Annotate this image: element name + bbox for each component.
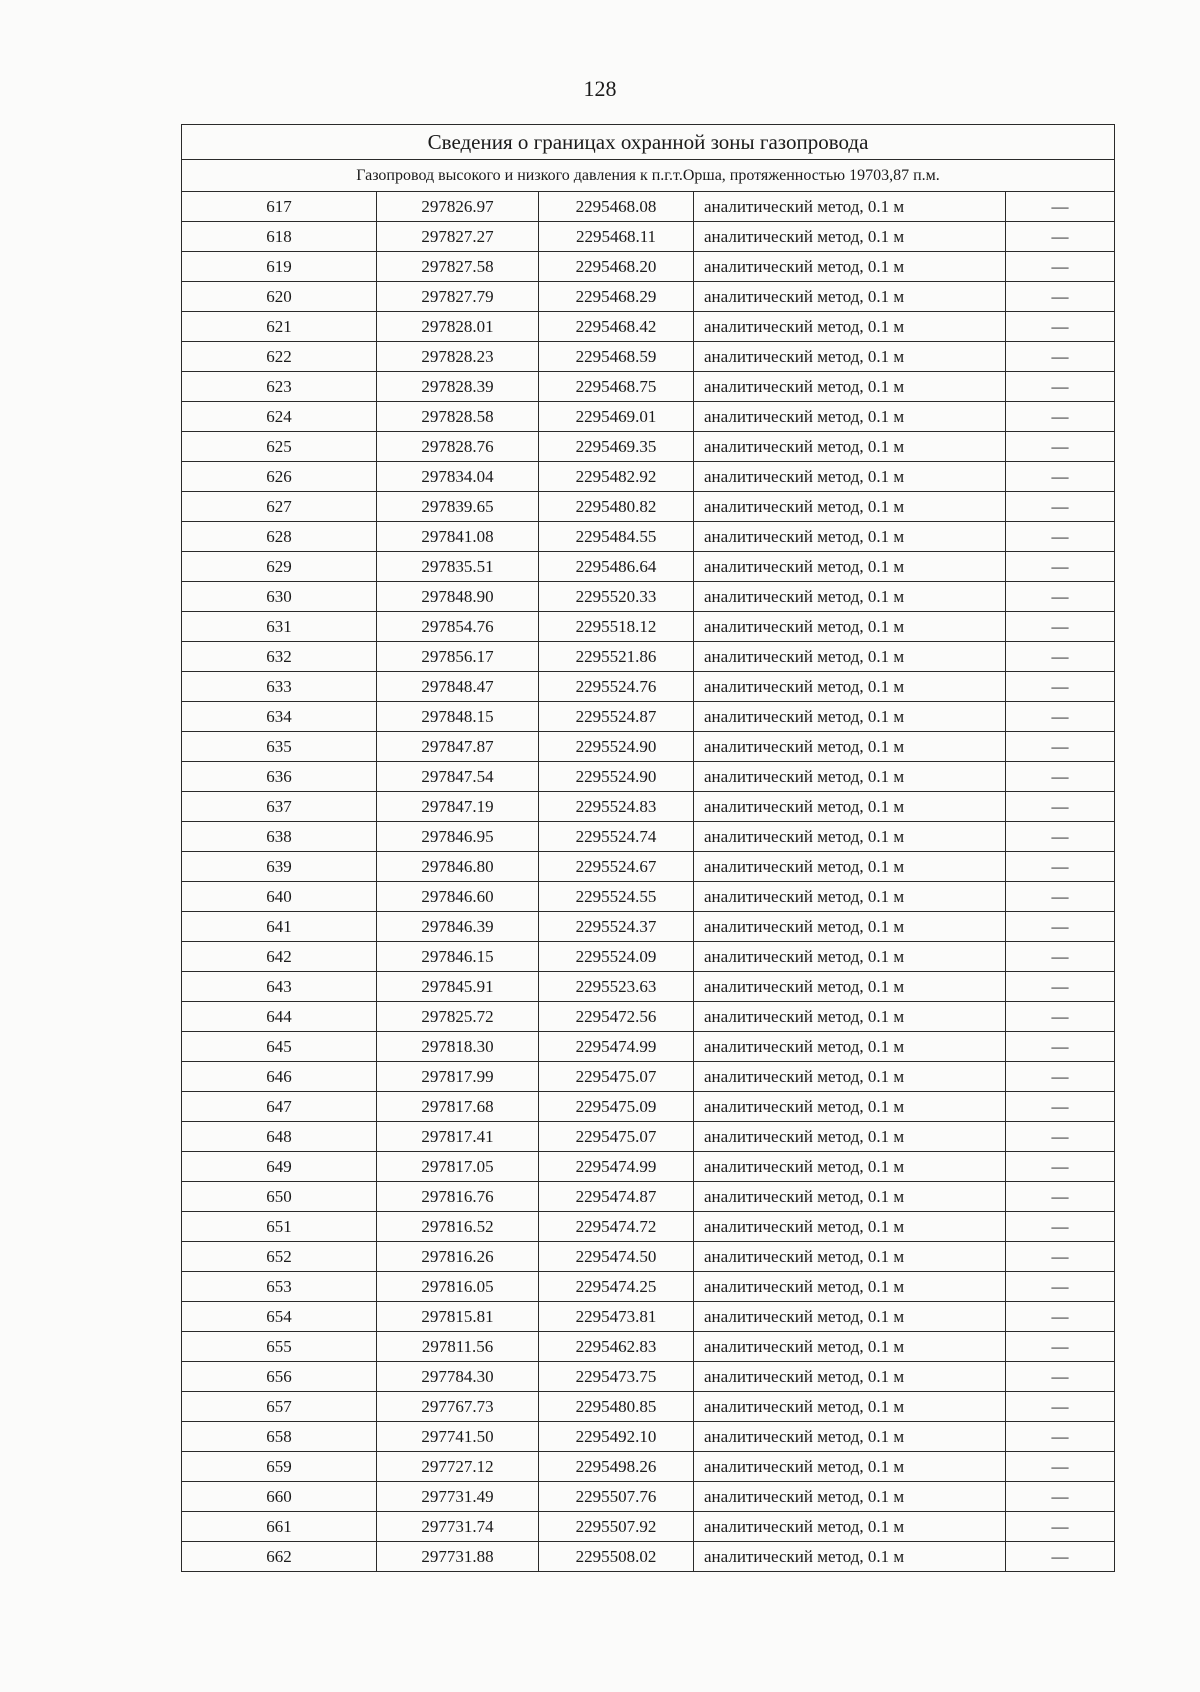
point-number-cell: 628: [182, 522, 377, 552]
dash-cell: —: [1006, 732, 1115, 762]
coord-x-cell: 297835.51: [377, 552, 539, 582]
coord-y-cell: 2295468.29: [539, 282, 694, 312]
point-number-cell: 623: [182, 372, 377, 402]
dash-cell: —: [1006, 402, 1115, 432]
table-row: [182, 1182, 1115, 1212]
coord-y-cell: 2295482.92: [539, 462, 694, 492]
dash-cell: —: [1006, 642, 1115, 672]
method-cell: аналитический метод, 0.1 м: [694, 1062, 1006, 1092]
point-number-cell: 630: [182, 582, 377, 612]
table-row: [182, 822, 1115, 852]
coord-x-cell: 297817.41: [377, 1122, 539, 1152]
dash-cell: —: [1006, 1002, 1115, 1032]
boundary-points-table: [181, 124, 1115, 1572]
dash-cell: —: [1006, 1182, 1115, 1212]
dash-cell: —: [1006, 492, 1115, 522]
table-row: [182, 252, 1115, 282]
point-number-cell: 658: [182, 1422, 377, 1452]
method-cell: аналитический метод, 0.1 м: [694, 1122, 1006, 1152]
table-row: [182, 1422, 1115, 1452]
table-row: [182, 1482, 1115, 1512]
coord-x-cell: 297848.90: [377, 582, 539, 612]
point-number-cell: 657: [182, 1392, 377, 1422]
table-row: [182, 192, 1115, 222]
point-number-cell: 640: [182, 882, 377, 912]
coord-x-cell: 297731.88: [377, 1542, 539, 1572]
dash-cell: —: [1006, 252, 1115, 282]
dash-cell: —: [1006, 1392, 1115, 1422]
coord-x-cell: 297816.76: [377, 1182, 539, 1212]
point-number-cell: 639: [182, 852, 377, 882]
method-cell: аналитический метод, 0.1 м: [694, 342, 1006, 372]
dash-cell: —: [1006, 372, 1115, 402]
point-number-cell: 635: [182, 732, 377, 762]
table-row: [182, 342, 1115, 372]
coord-x-cell: 297846.39: [377, 912, 539, 942]
method-cell: аналитический метод, 0.1 м: [694, 1212, 1006, 1242]
coord-x-cell: 297834.04: [377, 462, 539, 492]
point-number-cell: 643: [182, 972, 377, 1002]
dash-cell: —: [1006, 522, 1115, 552]
coord-y-cell: 2295468.75: [539, 372, 694, 402]
coord-y-cell: 2295462.83: [539, 1332, 694, 1362]
method-cell: аналитический метод, 0.1 м: [694, 702, 1006, 732]
point-number-cell: 649: [182, 1152, 377, 1182]
table-row: [182, 642, 1115, 672]
coord-y-cell: 2295469.35: [539, 432, 694, 462]
dash-cell: —: [1006, 1272, 1115, 1302]
dash-cell: —: [1006, 312, 1115, 342]
method-cell: аналитический метод, 0.1 м: [694, 1362, 1006, 1392]
table-row: [182, 942, 1115, 972]
coord-x-cell: 297839.65: [377, 492, 539, 522]
point-number-cell: 631: [182, 612, 377, 642]
method-cell: аналитический метод, 0.1 м: [694, 192, 1006, 222]
coord-x-cell: 297846.60: [377, 882, 539, 912]
coord-y-cell: 2295524.90: [539, 762, 694, 792]
coord-x-cell: 297727.12: [377, 1452, 539, 1482]
table-row: [182, 1032, 1115, 1062]
table-row: [182, 1452, 1115, 1482]
table-row: [182, 1002, 1115, 1032]
point-number-cell: 636: [182, 762, 377, 792]
coord-y-cell: 2295474.87: [539, 1182, 694, 1212]
point-number-cell: 633: [182, 672, 377, 702]
method-cell: аналитический метод, 0.1 м: [694, 1032, 1006, 1062]
method-cell: аналитический метод, 0.1 м: [694, 1452, 1006, 1482]
table-row: [182, 1362, 1115, 1392]
coord-y-cell: 2295475.07: [539, 1122, 694, 1152]
coord-x-cell: 297826.97: [377, 192, 539, 222]
point-number-cell: 632: [182, 642, 377, 672]
coord-y-cell: 2295523.63: [539, 972, 694, 1002]
method-cell: аналитический метод, 0.1 м: [694, 1152, 1006, 1182]
table-row: [182, 1332, 1115, 1362]
point-number-cell: 652: [182, 1242, 377, 1272]
method-cell: аналитический метод, 0.1 м: [694, 552, 1006, 582]
coord-x-cell: 297767.73: [377, 1392, 539, 1422]
coord-x-cell: 297847.19: [377, 792, 539, 822]
table-row: [182, 402, 1115, 432]
point-number-cell: 618: [182, 222, 377, 252]
method-cell: аналитический метод, 0.1 м: [694, 852, 1006, 882]
coord-x-cell: 297854.76: [377, 612, 539, 642]
coord-x-cell: 297818.30: [377, 1032, 539, 1062]
method-cell: аналитический метод, 0.1 м: [694, 1482, 1006, 1512]
coord-y-cell: 2295492.10: [539, 1422, 694, 1452]
coord-x-cell: 297847.54: [377, 762, 539, 792]
dash-cell: —: [1006, 1332, 1115, 1362]
dash-cell: —: [1006, 1092, 1115, 1122]
method-cell: аналитический метод, 0.1 м: [694, 1302, 1006, 1332]
dash-cell: —: [1006, 1152, 1115, 1182]
point-number-cell: 655: [182, 1332, 377, 1362]
dash-cell: —: [1006, 1062, 1115, 1092]
table-subtitle: Газопровод высокого и низкого давления к п.г.т.Орша, протяженностью 19703,87 п.м.: [182, 160, 1115, 192]
dash-cell: —: [1006, 1242, 1115, 1272]
dash-cell: —: [1006, 702, 1115, 732]
coord-y-cell: 2295469.01: [539, 402, 694, 432]
coord-y-cell: 2295473.81: [539, 1302, 694, 1332]
coord-x-cell: 297828.39: [377, 372, 539, 402]
method-cell: аналитический метод, 0.1 м: [694, 612, 1006, 642]
dash-cell: —: [1006, 942, 1115, 972]
coord-x-cell: 297848.47: [377, 672, 539, 702]
method-cell: аналитический метод, 0.1 м: [694, 792, 1006, 822]
dash-cell: —: [1006, 222, 1115, 252]
dash-cell: —: [1006, 1452, 1115, 1482]
coord-y-cell: 2295468.20: [539, 252, 694, 282]
coord-y-cell: 2295524.67: [539, 852, 694, 882]
method-cell: аналитический метод, 0.1 м: [694, 372, 1006, 402]
coord-y-cell: 2295518.12: [539, 612, 694, 642]
coord-y-cell: 2295480.85: [539, 1392, 694, 1422]
point-number-cell: 653: [182, 1272, 377, 1302]
coord-x-cell: 297817.99: [377, 1062, 539, 1092]
dash-cell: —: [1006, 792, 1115, 822]
coord-y-cell: 2295474.72: [539, 1212, 694, 1242]
method-cell: аналитический метод, 0.1 м: [694, 1512, 1006, 1542]
coord-x-cell: 297827.79: [377, 282, 539, 312]
point-number-cell: 644: [182, 1002, 377, 1032]
point-number-cell: 660: [182, 1482, 377, 1512]
coord-x-cell: 297828.58: [377, 402, 539, 432]
table-row: [182, 462, 1115, 492]
dash-cell: —: [1006, 1512, 1115, 1542]
method-cell: аналитический метод, 0.1 м: [694, 522, 1006, 552]
table-row: [182, 312, 1115, 342]
coord-y-cell: 2295474.99: [539, 1152, 694, 1182]
coord-y-cell: 2295480.82: [539, 492, 694, 522]
coord-y-cell: 2295486.64: [539, 552, 694, 582]
point-number-cell: 620: [182, 282, 377, 312]
coord-y-cell: 2295474.99: [539, 1032, 694, 1062]
table-body: [182, 125, 1115, 1572]
point-number-cell: 622: [182, 342, 377, 372]
dash-cell: —: [1006, 342, 1115, 372]
coord-x-cell: 297815.81: [377, 1302, 539, 1332]
coord-y-cell: 2295524.90: [539, 732, 694, 762]
dash-cell: —: [1006, 972, 1115, 1002]
coord-x-cell: 297841.08: [377, 522, 539, 552]
coord-y-cell: 2295472.56: [539, 1002, 694, 1032]
coord-x-cell: 297816.26: [377, 1242, 539, 1272]
coord-y-cell: 2295475.09: [539, 1092, 694, 1122]
coord-y-cell: 2295524.83: [539, 792, 694, 822]
dash-cell: —: [1006, 582, 1115, 612]
table-row: [182, 732, 1115, 762]
coord-x-cell: 297856.17: [377, 642, 539, 672]
coord-y-cell: 2295524.87: [539, 702, 694, 732]
dash-cell: —: [1006, 1482, 1115, 1512]
dash-cell: —: [1006, 822, 1115, 852]
table-row: [182, 1542, 1115, 1572]
method-cell: аналитический метод, 0.1 м: [694, 312, 1006, 342]
point-number-cell: 651: [182, 1212, 377, 1242]
table-row: [182, 282, 1115, 312]
point-number-cell: 647: [182, 1092, 377, 1122]
coord-x-cell: 297846.80: [377, 852, 539, 882]
method-cell: аналитический метод, 0.1 м: [694, 1092, 1006, 1122]
coord-y-cell: 2295524.76: [539, 672, 694, 702]
table-row: [182, 432, 1115, 462]
point-number-cell: 634: [182, 702, 377, 732]
dash-cell: —: [1006, 1122, 1115, 1152]
coord-y-cell: 2295468.42: [539, 312, 694, 342]
coord-y-cell: 2295475.07: [539, 1062, 694, 1092]
coord-x-cell: 297817.68: [377, 1092, 539, 1122]
point-number-cell: 654: [182, 1302, 377, 1332]
method-cell: аналитический метод, 0.1 м: [694, 282, 1006, 312]
method-cell: аналитический метод, 0.1 м: [694, 1002, 1006, 1032]
coord-y-cell: 2295468.11: [539, 222, 694, 252]
dash-cell: —: [1006, 1032, 1115, 1062]
table-row: [182, 1212, 1115, 1242]
table-row: [182, 1122, 1115, 1152]
dash-cell: —: [1006, 1212, 1115, 1242]
coord-y-cell: 2295521.86: [539, 642, 694, 672]
coord-x-cell: 297811.56: [377, 1332, 539, 1362]
dash-cell: —: [1006, 1422, 1115, 1452]
method-cell: аналитический метод, 0.1 м: [694, 582, 1006, 612]
point-number-cell: 637: [182, 792, 377, 822]
coord-y-cell: 2295498.26: [539, 1452, 694, 1482]
table-row: [182, 1092, 1115, 1122]
coord-x-cell: 297816.05: [377, 1272, 539, 1302]
point-number-cell: 662: [182, 1542, 377, 1572]
method-cell: аналитический метод, 0.1 м: [694, 222, 1006, 252]
coord-x-cell: 297848.15: [377, 702, 539, 732]
method-cell: аналитический метод, 0.1 м: [694, 912, 1006, 942]
table-row: [182, 492, 1115, 522]
table-row: [182, 1302, 1115, 1332]
dash-cell: —: [1006, 612, 1115, 642]
coord-x-cell: 297847.87: [377, 732, 539, 762]
point-number-cell: 638: [182, 822, 377, 852]
point-number-cell: 661: [182, 1512, 377, 1542]
coord-x-cell: 297846.15: [377, 942, 539, 972]
coord-x-cell: 297817.05: [377, 1152, 539, 1182]
point-number-cell: 645: [182, 1032, 377, 1062]
table-row: [182, 612, 1115, 642]
point-number-cell: 619: [182, 252, 377, 282]
table-row: [182, 762, 1115, 792]
coord-x-cell: 297828.01: [377, 312, 539, 342]
table-row: [182, 552, 1115, 582]
method-cell: аналитический метод, 0.1 м: [694, 942, 1006, 972]
dash-cell: —: [1006, 912, 1115, 942]
dash-cell: —: [1006, 192, 1115, 222]
table-row: [182, 1152, 1115, 1182]
coord-x-cell: 297731.74: [377, 1512, 539, 1542]
method-cell: аналитический метод, 0.1 м: [694, 492, 1006, 522]
dash-cell: —: [1006, 1542, 1115, 1572]
method-cell: аналитический метод, 0.1 м: [694, 882, 1006, 912]
dash-cell: —: [1006, 882, 1115, 912]
point-number-cell: 624: [182, 402, 377, 432]
point-number-cell: 656: [182, 1362, 377, 1392]
point-number-cell: 646: [182, 1062, 377, 1092]
table-row: [182, 1272, 1115, 1302]
coord-y-cell: 2295520.33: [539, 582, 694, 612]
method-cell: аналитический метод, 0.1 м: [694, 1332, 1006, 1362]
point-number-cell: 629: [182, 552, 377, 582]
coord-x-cell: 297784.30: [377, 1362, 539, 1392]
coord-y-cell: 2295507.92: [539, 1512, 694, 1542]
dash-cell: —: [1006, 672, 1115, 702]
table-row: [182, 1512, 1115, 1542]
coord-x-cell: 297846.95: [377, 822, 539, 852]
method-cell: аналитический метод, 0.1 м: [694, 462, 1006, 492]
table-row: [182, 1392, 1115, 1422]
method-cell: аналитический метод, 0.1 м: [694, 1182, 1006, 1212]
table-row: [182, 882, 1115, 912]
dash-cell: —: [1006, 282, 1115, 312]
table-row: [182, 972, 1115, 1002]
method-cell: аналитический метод, 0.1 м: [694, 1242, 1006, 1272]
method-cell: аналитический метод, 0.1 м: [694, 1542, 1006, 1572]
method-cell: аналитический метод, 0.1 м: [694, 972, 1006, 1002]
method-cell: аналитический метод, 0.1 м: [694, 822, 1006, 852]
method-cell: аналитический метод, 0.1 м: [694, 642, 1006, 672]
table-row: [182, 1062, 1115, 1092]
dash-cell: —: [1006, 1302, 1115, 1332]
coord-y-cell: 2295474.50: [539, 1242, 694, 1272]
point-number-cell: 627: [182, 492, 377, 522]
table-row: [182, 672, 1115, 702]
coord-y-cell: 2295524.37: [539, 912, 694, 942]
dash-cell: —: [1006, 852, 1115, 882]
method-cell: аналитический метод, 0.1 м: [694, 432, 1006, 462]
table-row: [182, 912, 1115, 942]
dash-cell: —: [1006, 462, 1115, 492]
point-number-cell: 648: [182, 1122, 377, 1152]
table-row: [182, 792, 1115, 822]
point-number-cell: 626: [182, 462, 377, 492]
coord-x-cell: 297828.23: [377, 342, 539, 372]
coord-x-cell: 297731.49: [377, 1482, 539, 1512]
table-row: [182, 582, 1115, 612]
point-number-cell: 621: [182, 312, 377, 342]
coord-x-cell: 297828.76: [377, 432, 539, 462]
coord-x-cell: 297825.72: [377, 1002, 539, 1032]
coord-x-cell: 297816.52: [377, 1212, 539, 1242]
method-cell: аналитический метод, 0.1 м: [694, 672, 1006, 702]
coord-y-cell: 2295507.76: [539, 1482, 694, 1512]
coord-y-cell: 2295468.08: [539, 192, 694, 222]
dash-cell: —: [1006, 762, 1115, 792]
dash-cell: —: [1006, 552, 1115, 582]
method-cell: аналитический метод, 0.1 м: [694, 1392, 1006, 1422]
point-number-cell: 617: [182, 192, 377, 222]
table-row: [182, 1242, 1115, 1272]
coord-y-cell: 2295524.74: [539, 822, 694, 852]
point-number-cell: 650: [182, 1182, 377, 1212]
table-row: [182, 852, 1115, 882]
page-number: 128: [583, 76, 617, 101]
method-cell: аналитический метод, 0.1 м: [694, 402, 1006, 432]
point-number-cell: 642: [182, 942, 377, 972]
coord-y-cell: 2295508.02: [539, 1542, 694, 1572]
coord-y-cell: 2295524.55: [539, 882, 694, 912]
table-row: [182, 222, 1115, 252]
coord-x-cell: 297827.58: [377, 252, 539, 282]
table-row: [182, 702, 1115, 732]
point-number-cell: 659: [182, 1452, 377, 1482]
point-number-cell: 625: [182, 432, 377, 462]
table-row: [182, 372, 1115, 402]
method-cell: аналитический метод, 0.1 м: [694, 1422, 1006, 1452]
table-title: Сведения о границах охранной зоны газопровода: [182, 125, 1115, 160]
coord-y-cell: 2295484.55: [539, 522, 694, 552]
coord-x-cell: 297827.27: [377, 222, 539, 252]
table-row: [182, 522, 1115, 552]
table-title-row: [182, 125, 1115, 160]
method-cell: аналитический метод, 0.1 м: [694, 252, 1006, 282]
method-cell: аналитический метод, 0.1 м: [694, 762, 1006, 792]
dash-cell: —: [1006, 1362, 1115, 1392]
method-cell: аналитический метод, 0.1 м: [694, 732, 1006, 762]
table-subtitle-row: [182, 160, 1115, 192]
coord-x-cell: 297741.50: [377, 1422, 539, 1452]
coord-x-cell: 297845.91: [377, 972, 539, 1002]
coord-y-cell: 2295473.75: [539, 1362, 694, 1392]
coord-y-cell: 2295524.09: [539, 942, 694, 972]
coord-y-cell: 2295468.59: [539, 342, 694, 372]
dash-cell: —: [1006, 432, 1115, 462]
method-cell: аналитический метод, 0.1 м: [694, 1272, 1006, 1302]
point-number-cell: 641: [182, 912, 377, 942]
coord-y-cell: 2295474.25: [539, 1272, 694, 1302]
